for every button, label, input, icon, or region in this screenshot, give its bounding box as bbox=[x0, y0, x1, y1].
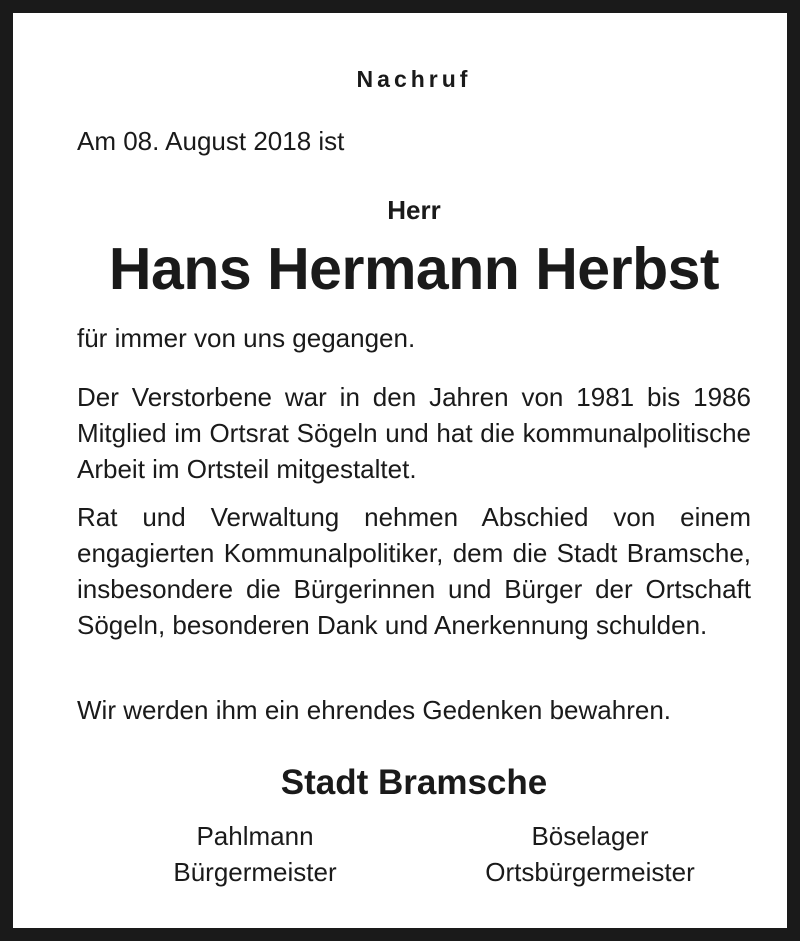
signer-mayor bbox=[105, 818, 405, 890]
signer-local-mayor bbox=[440, 818, 740, 890]
paragraph-passing: für immer von uns gegangen. bbox=[77, 323, 416, 353]
intro-line: Am 08. August 2018 ist bbox=[77, 126, 345, 156]
salutation: Herr bbox=[387, 195, 441, 225]
paragraph-career: Der Verstorbene war in den Jahren von 1981 bis 1986 Mitglied im Ortsrat Sögeln und hat die kommunalpolitische Arbeit im Ortsteil mitgestaltet. bbox=[77, 382, 751, 484]
signer-name: Pahlmann bbox=[196, 821, 314, 851]
paragraph-remembrance: Wir werden ihm ein ehrendes Gedenken bewahren. bbox=[77, 695, 672, 725]
signer-name: Böselager bbox=[531, 821, 649, 851]
signer-title: Bürgermeister bbox=[173, 857, 337, 887]
heading: Nachruf bbox=[356, 66, 472, 92]
deceased-name: Hans Hermann Herbst bbox=[108, 236, 720, 302]
organization-name: Stadt Bramsche bbox=[280, 763, 548, 802]
paragraph-farewell: Rat und Verwaltung nehmen Abschied von einem engagierten Kommunalpolitiker, dem die Stadt Bramsche, insbesondere die Bürgerinnen und Bürger der Ortschaft Sögeln, besonderen Dank und Anerkennung schulden. bbox=[77, 502, 751, 640]
signer-title: Ortsbürgermeister bbox=[485, 857, 695, 887]
